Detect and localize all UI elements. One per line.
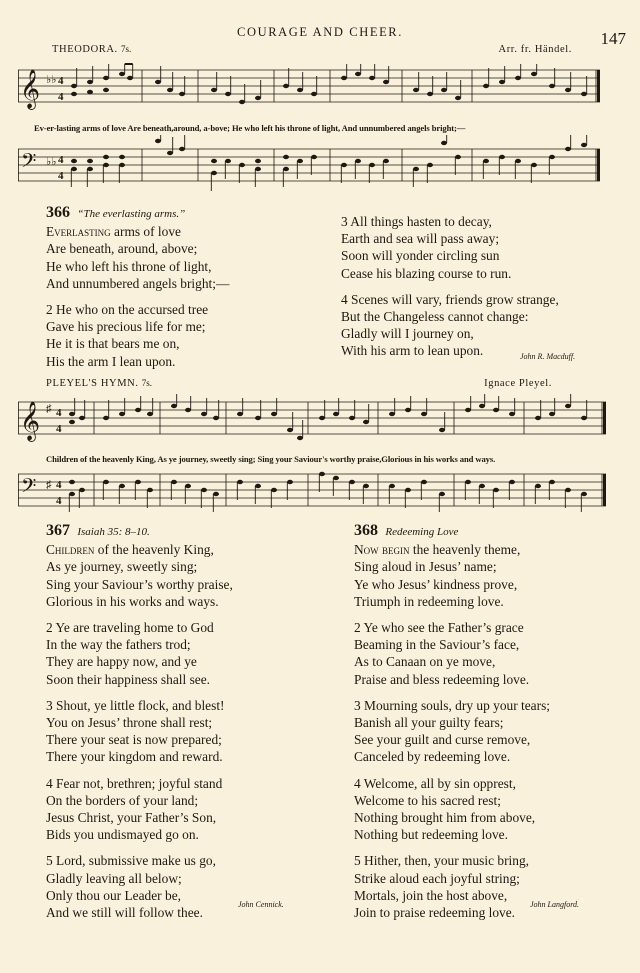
hymn-number: 368: [354, 522, 378, 539]
verse-line: But the Changeless cannot change:: [341, 309, 529, 325]
verse-line: As ye journey, sweetly sing;: [46, 559, 198, 575]
verse-line: Soon their happiness shall see.: [46, 671, 211, 687]
hymn-366-author: John R. Macduff.: [520, 352, 576, 361]
verse-line: Sing aloud in Jesus’ name;: [354, 559, 497, 575]
verse-line: Triumph in redeeming love.: [354, 593, 504, 609]
verse-line: He who left his throne of light,: [46, 258, 212, 274]
verse-line: 3 Mourning souls, dry up your tears;: [354, 697, 551, 713]
verse-line: 2 He who on the accursed tree: [46, 302, 209, 318]
verse-line: 2 Ye who see the Father’s grace: [354, 620, 524, 636]
verse-line: Banish all your guilty fears;: [354, 715, 504, 731]
hymn-title: “The everlasting arms.”: [77, 208, 186, 220]
verse-line: 5 Lord, submissive make us go,: [46, 853, 216, 869]
first-word: Now begin: [354, 542, 410, 558]
svg-text:4: 4: [56, 423, 62, 435]
verse-line: 4 Fear not, brethren; joyful stand: [46, 775, 223, 791]
first-word: Children: [46, 542, 95, 558]
lyrics-underlay-pleyel: Children of the heavenly King, As ye journey, sweetly sing; Sing your Saviour's worthy praise,Glorious in his works and ways.: [46, 454, 496, 464]
verse-line: See your guilt and curse remove,: [354, 732, 531, 748]
verse-line: With his arm to lean upon.: [341, 343, 484, 359]
hymn-368-author: John Langford.: [530, 900, 580, 909]
verse-line: Earth and sea will pass away;: [341, 231, 500, 247]
verse-line: His the arm I lean upon.: [46, 353, 176, 369]
tune-credit-pleyel: Ignace Pleyel.: [484, 378, 552, 389]
verse-line: Are beneath, around, above;: [46, 241, 198, 257]
verse-line: On the borders of your land;: [46, 792, 199, 808]
verse-line: In the way the fathers trod;: [46, 637, 191, 653]
svg-text:4: 4: [58, 91, 64, 103]
verse-line: Mortals, join the host above,: [354, 887, 508, 903]
verse-line: Glorious in his works and ways.: [46, 593, 219, 609]
verse-line: 3 Shout, ye little flock, and blest!: [46, 697, 225, 713]
tune-name: PLEYEL'S HYMN.: [46, 378, 139, 389]
svg-text:𝄞: 𝄞: [20, 71, 41, 108]
hymn-368-column: [354, 522, 550, 921]
svg-text:𝄢: 𝄢: [21, 476, 37, 502]
verse-line: And we still will follow thee.: [46, 905, 203, 921]
running-header: COURAGE AND CHEER.: [237, 25, 403, 39]
hymn-367-author: John Cennick.: [238, 900, 284, 909]
verse-line: 5 Hither, then, your music bring,: [354, 853, 529, 869]
svg-text:4: 4: [58, 170, 64, 182]
svg-text:♭♭: ♭♭: [46, 74, 57, 86]
svg-text:♭♭: ♭♭: [46, 156, 57, 168]
tune-meter: 7s.: [121, 44, 132, 54]
lyrics-underlay-theodora: Ev-er-lasting arms of love Are beneath,around, a-bove; He who left his throne of light, And unnumbered angels bright;—: [34, 123, 466, 133]
svg-text:♯: ♯: [46, 479, 52, 491]
svg-text:4: 4: [56, 407, 62, 419]
verse-line: Gladly will I journey on,: [341, 326, 474, 342]
hymn-title: Redeeming Love: [385, 526, 459, 538]
verse-line: There your seat is now prepared;: [46, 732, 222, 748]
svg-text:♯: ♯: [46, 403, 52, 415]
verse-line: Beaming in the Saviour’s face,: [354, 637, 520, 653]
svg-text:𝄞: 𝄞: [20, 403, 41, 440]
verse-line: Join to praise redeeming love.: [354, 905, 516, 921]
verse-line: Praise and bless redeeming love.: [354, 671, 530, 687]
hymn-title: Isaiah 35: 8–10.: [77, 526, 150, 538]
page-number: 147: [600, 29, 626, 48]
verse-line: 4 Scenes will vary, friends grow strange,: [341, 291, 559, 307]
verse-line: Welcome to his sacred rest;: [354, 792, 501, 808]
tune-name-theodora: [52, 44, 131, 55]
verse-line: And unnumbered angels bright;—: [46, 275, 230, 291]
verse-line: Strike aloud each joyful string;: [354, 870, 520, 886]
svg-text:4: 4: [56, 479, 62, 491]
verse-line: Cease his blazing course to run.: [341, 265, 512, 281]
verse-line: 4 Welcome, all by sin opprest,: [354, 775, 516, 791]
tune-credit-theodora: Arr. fr. Händel.: [498, 44, 572, 55]
verse-line: Sing your Saviour’s worthy praise,: [46, 576, 233, 592]
verse-line: He it is that bears me on,: [46, 336, 180, 352]
verse-line: the heavenly theme,: [412, 542, 521, 558]
verse-line: Gladly leaving all below;: [46, 870, 182, 886]
music-staff-theodora-treble: [18, 62, 606, 118]
verse-line: Soon will yonder circling sun: [341, 248, 500, 264]
svg-text:4: 4: [58, 75, 64, 87]
verse-line: As to Canaan on ye move,: [354, 654, 496, 670]
music-staff-theodora-bass: [18, 135, 606, 195]
verse-line: Canceled by redeeming love.: [354, 749, 511, 765]
verse-line: Nothing but redeeming love.: [354, 827, 508, 843]
verse-line: Jesus Christ, your Father’s Son,: [46, 810, 217, 826]
hymn-366-left-column: [46, 204, 229, 370]
first-word: Everlasting: [46, 224, 111, 240]
verse-line: of the heavenly King,: [97, 542, 214, 558]
verse-line: Nothing brought him from above,: [354, 810, 536, 826]
hymn-number: 366: [46, 204, 70, 221]
svg-text:𝄢: 𝄢: [21, 151, 37, 177]
verse-line: Only thou our Leader be,: [46, 887, 181, 903]
verse-line: Bids you undismayed go on.: [46, 827, 199, 843]
verse-line: 3 All things hasten to decay,: [341, 214, 492, 229]
tune-meter: 7s.: [141, 378, 153, 388]
verse-line: There your kingdom and reward.: [46, 749, 223, 765]
hymn-367-column: [46, 522, 233, 921]
hymn-number: 367: [46, 522, 70, 539]
svg-text:4: 4: [56, 495, 62, 507]
hymn-366-right-column: [341, 213, 559, 360]
verse-line: They are happy now, and ye: [46, 654, 197, 670]
verse-line: arms of love: [114, 224, 181, 240]
music-staff-pleyel-bass: [18, 466, 606, 520]
verse-line: 2 Ye are traveling home to God: [46, 620, 214, 636]
tune-name-pleyel: [46, 378, 152, 389]
music-staff-pleyel-treble: [18, 394, 606, 450]
verse-line: Gave his precious life for me;: [46, 319, 206, 335]
verse-line: You on Jesus’ throne shall rest;: [46, 715, 213, 731]
svg-text:4: 4: [58, 154, 64, 166]
verse-line: Ye who Jesus’ kindness prove,: [354, 576, 518, 592]
tune-name: THEODORA.: [52, 44, 118, 55]
